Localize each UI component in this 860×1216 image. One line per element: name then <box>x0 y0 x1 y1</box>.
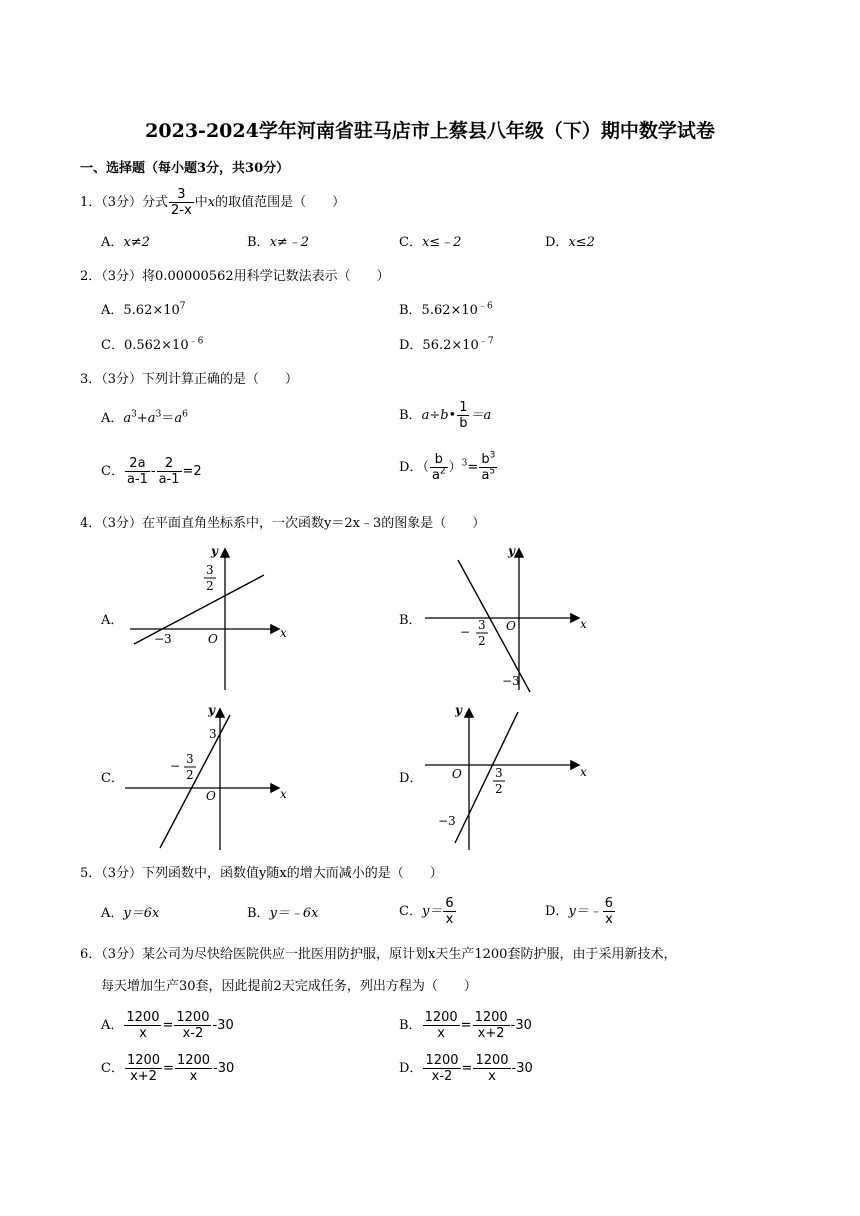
x-axis-label: x <box>280 626 287 640</box>
tick-label: −3 <box>502 674 520 688</box>
fraction: $\frac{1200}{x}$ <box>126 1010 160 1041</box>
y-axis-label: y <box>455 703 462 717</box>
fraction: $\frac{b^3}{a^5}$ <box>481 450 496 483</box>
question-6-line-2: 每天增加生产30套，因此提前2天完成任务，列出方程为（ ） <box>101 979 477 994</box>
q6-option-b[interactable]: B． $\frac{1200}{x}$ = $\frac{1200}{x+2}$ -30 <box>399 1010 532 1041</box>
section-heading: 一、选择题（每小题3分，共30分） <box>80 161 290 176</box>
function-line <box>455 712 518 843</box>
q3-option-b[interactable]: B．a÷b• $\frac{1}{b}$ ＝a <box>399 400 492 431</box>
graph-c <box>120 700 290 855</box>
tick-label: 3 <box>478 618 486 632</box>
q5-option-a[interactable]: A．y＝6x <box>101 906 160 921</box>
tick-label: 2 <box>186 768 194 782</box>
q2-option-c[interactable]: C．$0.562\times 10^{﹣6}$ <box>101 336 204 353</box>
tick-label: − <box>460 625 471 639</box>
question-1: 1．（3分）分式 $\frac{3}{2-x}$ 中x的取值范围是（ ） <box>80 187 346 218</box>
origin-label: O <box>206 789 216 803</box>
fraction: $\frac{2a}{a-1}$ <box>126 456 148 487</box>
x-axis-label: x <box>580 765 587 779</box>
fraction: $\frac{3}{2-x}$ <box>171 187 192 218</box>
x-axis-label: x <box>580 617 587 631</box>
q3-option-c[interactable]: C． $\frac{2a}{a-1}$ - $\frac{2}{a-1}$ =2 <box>101 456 202 487</box>
q2-option-d[interactable]: D．$56.2\times 10^{﹣7}$ <box>399 336 494 353</box>
fraction: $\frac{1200}{x}$ <box>176 1053 211 1084</box>
q1-option-a[interactable]: A．x≠2 <box>101 235 150 250</box>
tick-label: 3 <box>495 766 503 780</box>
y-axis-label: y <box>508 544 515 558</box>
graph-d <box>420 700 590 855</box>
q4-option-b[interactable]: B． <box>399 613 422 628</box>
fraction: $\frac{1}{b}$ <box>459 400 468 431</box>
fraction: $\frac{1200}{x-2}$ <box>176 1010 210 1041</box>
fraction: $\frac{2}{a-1}$ <box>158 456 180 487</box>
tick-label: 3 <box>186 752 194 766</box>
tick-label: 3 <box>209 727 217 741</box>
q5-option-c[interactable]: C．y＝ $\frac{6}{x}$ <box>399 896 454 927</box>
q2-option-b[interactable]: B．$5.62\times 10^{﹣6}$ <box>399 301 493 318</box>
tick-label: 2 <box>206 579 214 593</box>
origin-label: O <box>208 632 218 646</box>
fraction: $\frac{6}{x}$ <box>445 896 454 927</box>
fraction: $\frac{1200}{x+2}$ <box>474 1010 508 1041</box>
q3-option-a[interactable]: A．$a^3+a^3=a^6$ <box>101 409 188 426</box>
q3-option-d[interactable]: D．（ $\frac{b}{a^2}$ ）$^3$= $\frac{b^3}{a^5}$ <box>399 450 496 483</box>
origin-label: O <box>506 619 516 633</box>
tick-label: 3 <box>206 563 214 577</box>
question-2: 2．（3分）将0.00000562用科学记数法表示（ ） <box>80 269 390 284</box>
q1-option-b[interactable]: B．x≠﹣2 <box>247 235 310 250</box>
q6-option-d[interactable]: D． $\frac{1200}{x-2}$ = $\frac{1200}{x}$ -30 <box>399 1053 533 1084</box>
tick-label: −3 <box>154 632 172 646</box>
question-6-line-1: 6．（3分）某公司为尽快给医院供应一批医用防护服，原计划x天生产1200套防护服，由于采用新技术， <box>80 947 677 962</box>
fraction: $\frac{1200}{x}$ <box>424 1010 458 1041</box>
tick-label: 2 <box>478 634 486 648</box>
fraction: $\frac{1200}{x}$ <box>475 1053 509 1084</box>
x-axis-label: x <box>280 787 287 801</box>
y-axis-label: y <box>211 544 218 558</box>
q6-option-a[interactable]: A． $\frac{1200}{x}$ = $\frac{1200}{x-2}$ -30 <box>101 1010 234 1041</box>
q2-option-a[interactable]: A．$5.62\times 10^7$ <box>101 301 186 318</box>
graph-b <box>420 540 590 695</box>
question-3: 3．（3分）下列计算正确的是（ ） <box>80 372 299 387</box>
q5-option-b[interactable]: B．y＝﹣6x <box>247 906 319 921</box>
page-title: 2023-2024学年河南省驻马店市上蔡县八年级（下）期中数学试卷 <box>145 120 715 142</box>
q4-option-d[interactable]: D． <box>399 771 423 786</box>
q1-option-c[interactable]: C．x≤﹣2 <box>399 235 462 250</box>
fraction: $\frac{6}{x}$ <box>604 896 614 927</box>
tick-label: −3 <box>438 814 456 828</box>
tick-label: 2 <box>495 782 503 796</box>
graph-a <box>120 540 290 695</box>
origin-label: O <box>452 767 462 781</box>
q6-option-c[interactable]: C． $\frac{1200}{x+2}$ = $\frac{1200}{x}$ -30 <box>101 1053 235 1084</box>
q4-option-c[interactable]: C． <box>101 771 124 786</box>
question-4: 4．（3分）在平面直角坐标系中，一次函数y＝2x﹣3的图象是（ ） <box>80 516 486 531</box>
q1-option-d[interactable]: D．x≤2 <box>545 235 595 250</box>
y-axis-label: y <box>208 703 215 717</box>
fraction: $\frac{1200}{x-2}$ <box>425 1053 459 1084</box>
fraction: $\frac{1200}{x+2}$ <box>126 1053 161 1084</box>
fraction: $\frac{b}{a^2}$ <box>431 452 446 483</box>
question-5: 5．（3分）下列函数中，函数值y随x的增大而减小的是（ ） <box>80 866 443 881</box>
q4-option-a[interactable]: A． <box>101 613 124 628</box>
tick-label: − <box>170 759 181 773</box>
q5-option-d[interactable]: D．y＝﹣ $\frac{6}{x}$ <box>545 896 614 927</box>
